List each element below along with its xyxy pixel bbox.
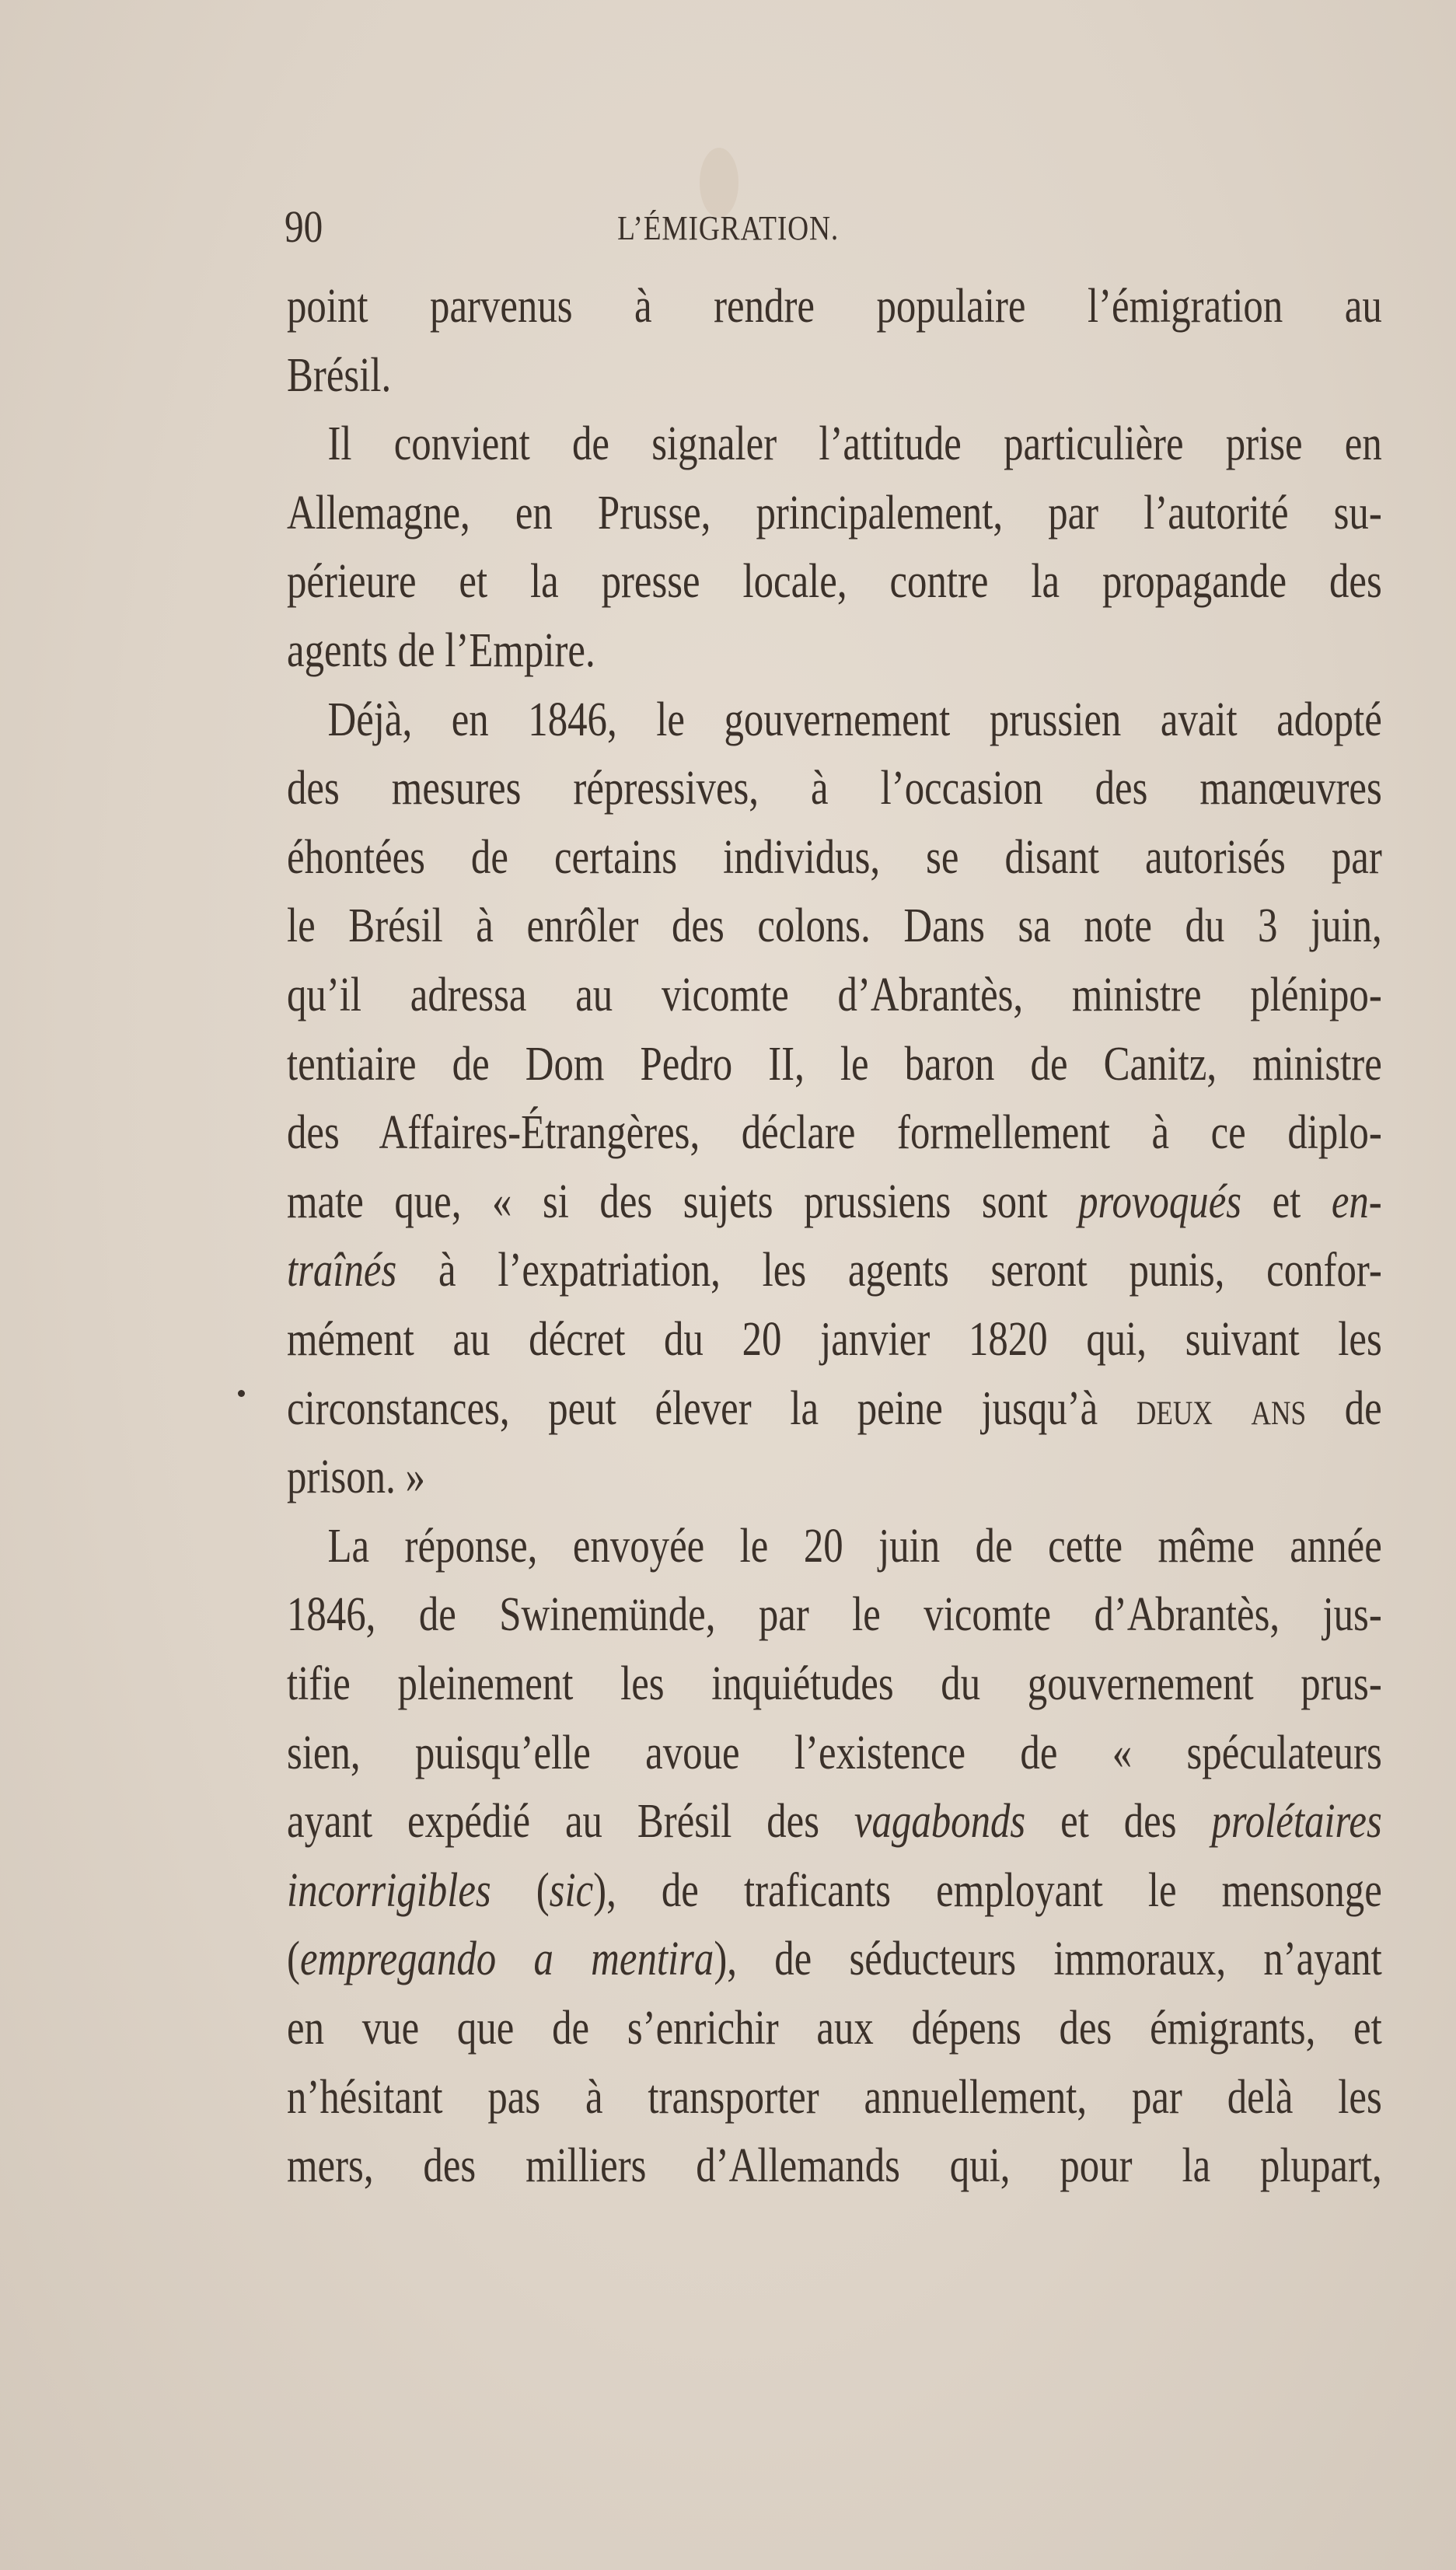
text-segment: et: [1241, 1175, 1332, 1228]
italic-text: en-: [1331, 1175, 1382, 1228]
text-line: [287, 272, 1382, 340]
stray-ink-mark: [238, 1390, 245, 1397]
text-line: [287, 754, 1382, 822]
italic-text: provoqués: [1078, 1175, 1242, 1228]
text-segment: Brésil.: [287, 348, 392, 402]
text-line: [287, 616, 1382, 685]
text-segment: qu’il adressa au vicomte d’Abrantès, ministre plénipo-: [287, 969, 1382, 1021]
text-segment: ), de traficants employant le mensonge: [593, 1863, 1382, 1917]
text-segment: ), de séducteurs immoraux, n’ayant: [714, 1933, 1382, 1986]
text-segment: La réponse, envoyée le 20 juin de cette même année: [327, 1519, 1382, 1573]
text-segment: éhontées de certains individus, se disant autorisés par: [287, 830, 1382, 884]
text-segment: mers, des milliers d’Allemands qui, pour la plupart,: [287, 2139, 1382, 2193]
text-segment: prison. »: [287, 1451, 425, 1504]
italic-text: incorrigibles: [287, 1863, 491, 1917]
text-line: [287, 1512, 1382, 1580]
italic-text: vagabonds: [854, 1795, 1026, 1849]
italic-text: empregando a mentira: [299, 1933, 714, 1986]
text-segment: circonstances, peut élever la peine jusqu’à: [287, 1381, 1137, 1435]
text-line: [287, 1236, 1382, 1304]
text-line: [287, 1925, 1382, 1993]
italic-text: prolétaires: [1211, 1795, 1382, 1849]
text-segment: périeure et la presse locale, contre la propagande des: [287, 555, 1382, 609]
running-title: [0, 208, 1456, 248]
text-segment: tentiaire de Dom Pedro II, le baron de Canitz, ministre: [287, 1037, 1382, 1091]
text-line: [287, 1374, 1382, 1443]
text-segment: sien, puisqu’elle avoue l’existence de « spéculateurs: [287, 1726, 1382, 1779]
text-segment: point parvenus à rendre populaire l’émigration au: [287, 280, 1382, 333]
italic-text: sic: [549, 1863, 594, 1917]
text-line: [287, 1719, 1382, 1787]
text-segment: (: [287, 1933, 300, 1986]
text-segment: (: [491, 1863, 550, 1917]
text-line: [287, 2063, 1382, 2132]
text-line: [287, 1305, 1382, 1374]
text-line: [287, 961, 1382, 1029]
text-segment: Allemagne, en Prusse, principalement, par l’autorité su-: [287, 486, 1382, 539]
text-segment: Déjà, en 1846, le gouvernement prussien avait adopté: [327, 693, 1382, 746]
text-segment: le Brésil à enrôler des colons. Dans sa note du 3 juin,: [287, 899, 1382, 953]
text-segment: mément au décret du 20 janvier 1820 qui, suivant les: [287, 1313, 1382, 1366]
text-segment: ayant expédié au Brésil des: [287, 1795, 854, 1849]
text-line: [287, 479, 1382, 547]
text-segment: des mesures répressives, à l’occasion des manœuvres: [287, 762, 1382, 815]
text-line: [287, 1098, 1382, 1167]
text-line: [287, 1030, 1382, 1098]
text-line: [287, 410, 1382, 478]
text-segment: des Affaires-Étrangères, déclare formellement à ce diplo-: [287, 1106, 1382, 1160]
italic-text: traînés: [287, 1244, 397, 1297]
text-line: [287, 1856, 1382, 1925]
text-segment: tifie pleinement les inquiétudes du gouvernement prus-: [287, 1657, 1382, 1710]
text-line: [287, 1443, 1382, 1511]
text-line: [287, 341, 1382, 410]
text-segment: n’hésitant pas à transporter annuellement, par delà les: [287, 2070, 1382, 2124]
text-segment: et des: [1025, 1795, 1212, 1849]
small-caps-text: deux ans: [1136, 1381, 1307, 1435]
text-line: [287, 1168, 1382, 1236]
text-line: [287, 1580, 1382, 1649]
text-line: [287, 547, 1382, 616]
text-segment: Il convient de signaler l’attitude particulière prise en: [327, 417, 1382, 471]
text-segment: agents de l’Empire.: [287, 624, 595, 677]
text-line: [287, 1787, 1382, 1856]
paper-stain: [700, 148, 738, 218]
text-segment: mate que, « si des sujets prussiens sont: [287, 1175, 1079, 1228]
text-segment: 1846, de Swinemünde, par le vicomte d’Abrantès, jus-: [287, 1588, 1382, 1642]
text-line: [287, 686, 1382, 754]
text-line: [287, 1650, 1382, 1718]
text-segment: en vue que de s’enrichir aux dépens des émigrants, et: [287, 2002, 1382, 2055]
page-number: 90: [285, 201, 323, 252]
text-line: [287, 1994, 1382, 2062]
running-title-text: L’ÉMIGRATION.: [617, 209, 839, 247]
text-segment: à l’expatriation, les agents seront punis, confor-: [396, 1244, 1382, 1297]
text-line: [287, 2132, 1382, 2200]
text-segment: de: [1306, 1381, 1382, 1435]
text-line: [287, 823, 1382, 892]
text-line: [287, 892, 1382, 960]
